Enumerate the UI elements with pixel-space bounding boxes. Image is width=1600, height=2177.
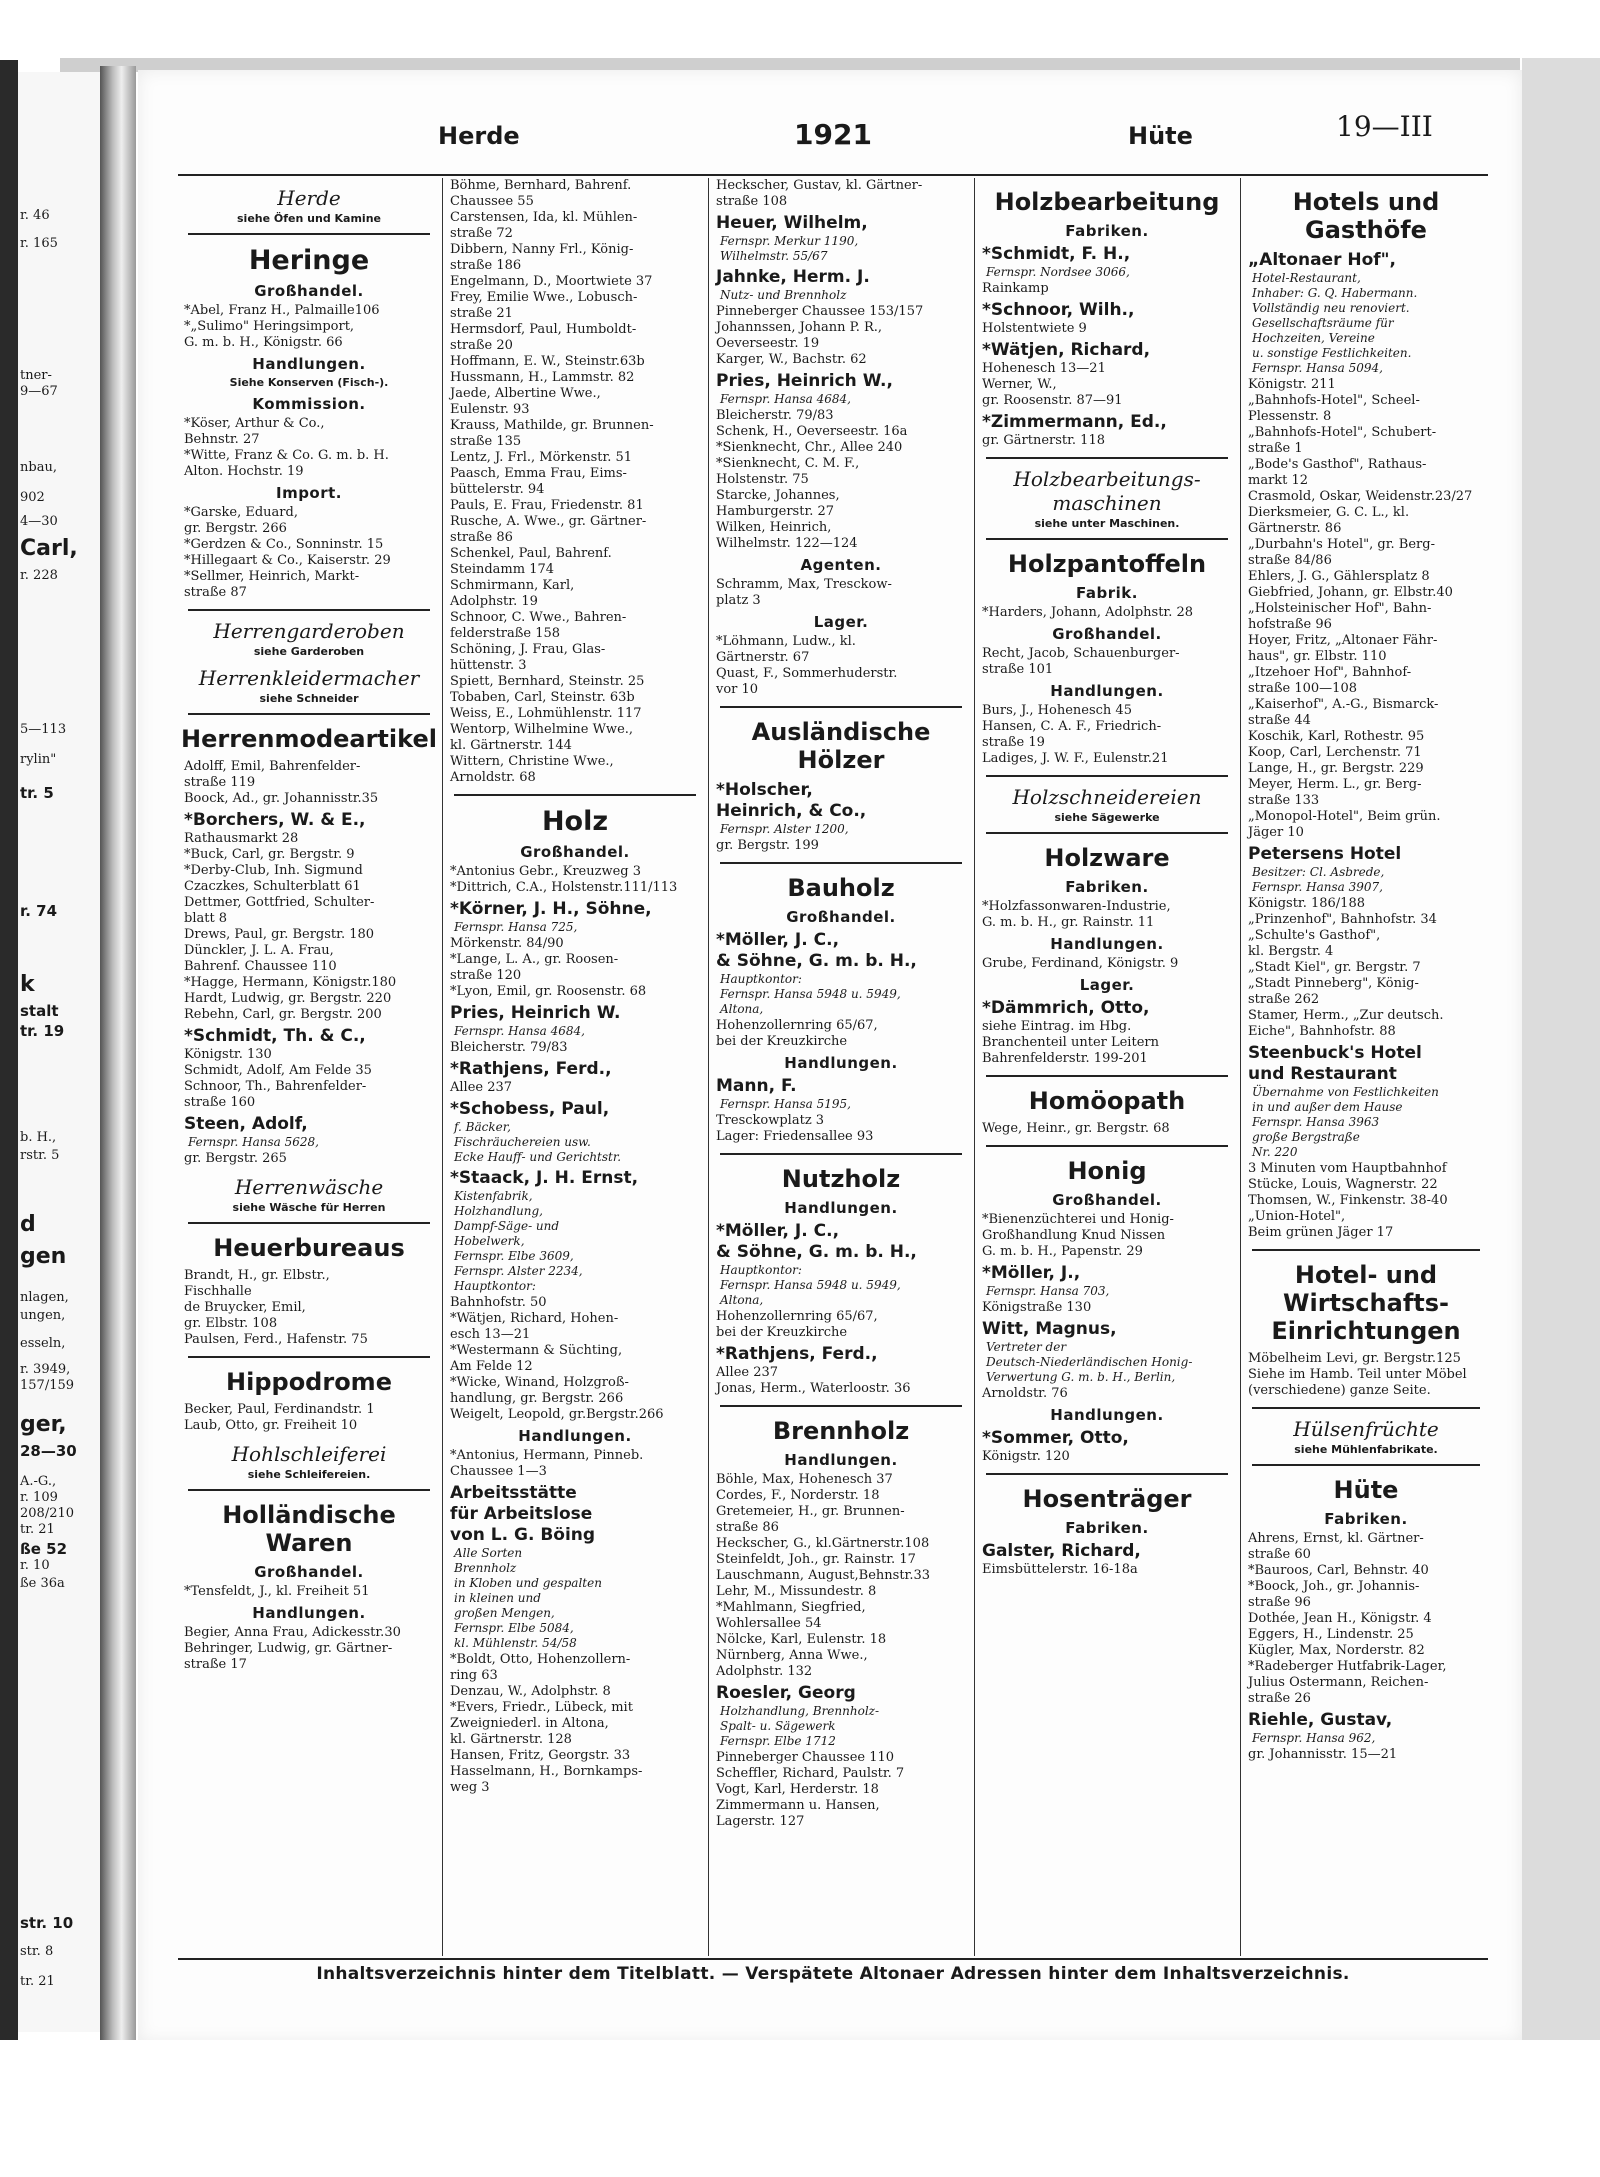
listing-entry: gr. Bergstr. 265 (184, 1151, 287, 1166)
subcategory-heading: Fabrik. (1076, 584, 1138, 602)
featured-listing-name: Jahnke, Herm. J. (716, 267, 870, 287)
featured-listing-name: *Borchers, W. & E., (184, 810, 366, 830)
adjacent-page-text: tr. 19 (20, 1022, 65, 1040)
listing-entry: *Harders, Johann, Adolphstr. 28 (982, 605, 1194, 620)
subcategory-heading: Agenten. (800, 556, 882, 574)
category-heading: Hosenträger (1022, 1485, 1192, 1513)
subcategory-heading: Fabriken. (1065, 1519, 1149, 1537)
adjacent-page-text: gen (20, 1244, 67, 1269)
scan-margin-bottom (0, 2040, 1600, 2177)
subcategory-heading: Import. (275, 484, 343, 502)
subcategory-heading: Handlungen. (518, 1427, 632, 1445)
adjacent-page-text: r. 10 (20, 1558, 50, 1573)
listing-entry: Recht, Jacob, Schauenburger- straße 101 (982, 646, 1180, 677)
listing-entry: Begier, Anna Frau, Adickesstr.30 Behringer, Ludwig, gr. Gärtner- straße 17 (184, 1625, 401, 1672)
category-heading: Holz (541, 806, 609, 837)
category-heading: Honig (1067, 1157, 1147, 1185)
featured-listing-name: *Möller, J., (982, 1263, 1081, 1283)
featured-listing-name: *Zimmermann, Ed., (982, 412, 1167, 432)
adjacent-page-text: str. 8 (20, 1944, 54, 1959)
listing-entry: Tresckowplatz 3 Lager: Friedensallee 93 (716, 1113, 874, 1144)
section-rule (986, 1473, 1228, 1475)
category-heading: Hotel- und Wirtschafts- Einrichtungen (1271, 1261, 1461, 1345)
adjacent-page-text: 5—113 (20, 722, 67, 737)
running-head-year: 1921 (794, 118, 872, 151)
section-rule (720, 1153, 962, 1155)
section-rule (986, 1145, 1228, 1147)
section-rule (1252, 1464, 1480, 1466)
listing-entry: *Tensfeldt, J., kl. Freiheit 51 (184, 1584, 370, 1599)
listing-detail: Fernspr. Hansa 5195, (720, 1097, 851, 1111)
featured-listing-name: „Altonaer Hof", (1248, 250, 1396, 270)
adjacent-page-text: r. 109 (20, 1490, 58, 1505)
section-rule (720, 706, 962, 708)
listing-entry: Eimsbüttelerstr. 16-18a (982, 1562, 1138, 1577)
category-heading: Holzware (1044, 844, 1170, 872)
featured-listing-name: Steenbuck's Hotel und Restaurant (1248, 1043, 1422, 1084)
listing-entry: *Boldt, Otto, Hohenzollern- ring 63 Denzau, W., Adolphstr. 8 *Evers, Friedr., Lübeck, mit Zweigniederl. in Altona, kl. Gärtnerstr. 128 Hansen, Fritz, Georgstr. 33 Hasselmann, H., Bornkamps- weg 3 (450, 1652, 643, 1795)
adjacent-page-text: ße 36a (20, 1576, 65, 1591)
cross-reference-note: siehe Öfen und Kamine (237, 212, 381, 225)
adjacent-page-text: Carl, (20, 536, 78, 561)
listing-entry: Königstr. 120 (982, 1449, 1070, 1464)
subcategory-heading: Großhandel. (786, 908, 896, 926)
listing-detail: Fernspr. Merkur 1190, Wilhelmstr. 55/67 (720, 234, 859, 263)
cross-reference-heading: Hülsenfrüchte (1293, 1417, 1439, 1441)
adjacent-page-text: r. 46 (20, 208, 50, 223)
adjacent-page-text: r. 74 (20, 902, 58, 920)
featured-listing-name: *Schobess, Paul, (450, 1099, 610, 1119)
adjacent-page-text: ger, (20, 1412, 67, 1437)
subcategory-heading: Großhandel. (1052, 1191, 1162, 1209)
featured-listing-name: Pries, Heinrich W., (716, 371, 893, 391)
subcategory-heading: Handlungen. (784, 1199, 898, 1217)
listing-entry: Bahnhofstr. 50 *Wätjen, Richard, Hohen- esch 13—21 *Westermann & Süchting, Am Felde 12 *Wicke, Winand, Holzgroß- handlung, gr. Bergstr. 266 Weigelt, Leopold, gr.Bergstr.266 (450, 1295, 664, 1422)
adjacent-page-text: rylin" (20, 752, 57, 767)
adjacent-page-text: 28—30 (20, 1442, 77, 1460)
category-heading: Heuerbureaus (213, 1234, 405, 1262)
listing-entry: Mörkenstr. 84/90 *Lange, L. A., gr. Roosen- straße 120 *Lyon, Emil, gr. Roosenstr. 68 (450, 936, 647, 999)
column-1 (178, 178, 440, 1956)
featured-listing-name: *Dämmrich, Otto, (982, 998, 1150, 1018)
subcategory-heading: Fabriken. (1065, 878, 1149, 896)
category-heading: Ausländische Hölzer (751, 718, 931, 774)
adjacent-page-text: ße 52 (20, 1540, 68, 1558)
section-rule (986, 457, 1228, 459)
directory-page (138, 70, 1522, 2042)
adjacent-page-text: b. H., (20, 1130, 57, 1145)
listing-entry: Heckscher, Gustav, kl. Gärtner- straße 108 (716, 178, 923, 209)
featured-listing-name: *Staack, J. H. Ernst, (450, 1168, 639, 1188)
featured-listing-name: Arbeitsstätte für Arbeitslose von L. G. Böing (450, 1483, 596, 1545)
listing-entry: Königstr. 130 Schmidt, Adolf, Am Felde 35 Schnoor, Th., Bahrenfelder- straße 160 (184, 1047, 372, 1110)
scan-edge-left (0, 60, 18, 2177)
adjacent-page-text: 157/159 (20, 1378, 75, 1393)
listing-entry: Brandt, H., gr. Elbstr., Fischhalle de Bruycker, Emil, gr. Elbstr. 108 Paulsen, Ferd., Hafenstr. 75 (184, 1268, 368, 1347)
category-heading: Nutzholz (781, 1165, 901, 1193)
category-heading: Heringe (248, 245, 370, 276)
section-rule (986, 1075, 1228, 1077)
listing-entry: *Antonius, Hermann, Pinneb. Chaussee 1—3 (450, 1448, 644, 1479)
subcategory-heading: Handlungen. (1050, 1406, 1164, 1424)
listing-entry: gr. Bergstr. 199 (716, 838, 819, 853)
adjacent-page-text: tner- (20, 368, 52, 383)
featured-listing-name: Pries, Heinrich W. (450, 1003, 621, 1023)
listing-entry: Pinneberger Chaussee 110 Scheffler, Richard, Paulstr. 7 Vogt, Karl, Herderstr. 18 Zimmermann u. Hansen, Lagerstr. 127 (716, 1750, 905, 1829)
listing-detail: Hotel-Restaurant, Inhaber: G. Q. Habermann. Vollständig neu renoviert. Gesellschaftsräume für Hochzeiten, Vereine u. sonstige Festlichkeiten. Fernspr. Hansa 5094, (1252, 271, 1418, 375)
section-rule (986, 775, 1228, 777)
subcategory-heading: Großhandel. (254, 1563, 364, 1581)
listing-entry: Holstentwiete 9 (982, 321, 1087, 336)
listing-entry: Hohenzollernring 65/67, bei der Kreuzkirche (716, 1018, 878, 1049)
listing-entry: Allee 237 (450, 1080, 513, 1095)
listing-detail: Hauptkontor: Fernspr. Hansa 5948 u. 5949, Altona, (720, 972, 901, 1016)
listing-entry: Grube, Ferdinand, Königstr. 9 (982, 956, 1179, 971)
listing-entry: Arnoldstr. 76 (982, 1386, 1068, 1401)
featured-listing-name: *Schnoor, Wilh., (982, 300, 1135, 320)
adjacent-page-text: tr. 21 (20, 1974, 55, 1989)
running-head-right: Hüte (1128, 122, 1193, 150)
adjacent-page-text: tr. 5 (20, 784, 54, 802)
column-5 (1242, 178, 1490, 1956)
cross-reference-note: siehe Garderoben (253, 645, 365, 658)
featured-listing-name: Riehle, Gustav, (1248, 1710, 1393, 1730)
cross-reference-heading: Herrengarderoben (213, 619, 405, 643)
listing-entry: Königstr. 211 „Bahnhofs-Hotel", Scheel- Plessenstr. 8 „Bahnhofs-Hotel", Schubert- straße 1 „Bode's Gasthof", Rathaus- markt 12 Crasmold, Oskar, Weidenstr.23/27 Dierksmeier, G. C. L., kl. Gärtnerstr. 86 „Durbahn's Hotel", gr. Berg- straße 84/86 Ehlers, J. G., Gählersplatz 8 Giebfried, Johann, gr. Elbstr.40 „Holsteinischer Hof", Bahn- hofstraße 96 Hoyer, Fritz, „Altonaer Fähr- haus", gr. Elbstr. 110 „Itzehoer Hof", Bahnhof- straße 100—108 „Kaiserhof", A.-G., Bismarck- straße 44 Koschik, Karl, Rothestr. 95 Koop, Carl, Lerchenstr. 71 Lange, H., gr. Bergstr. 229 Meyer, Herm. L., gr. Berg- straße 133 „Monopol-Hotel", Beim grün. Jäger 10 (1248, 377, 1473, 840)
listing-detail: Fernspr. Hansa 725, (454, 920, 578, 934)
running-head-left: Herde (438, 122, 520, 150)
column-2 (444, 178, 706, 1956)
adjacent-page-text: k (20, 972, 35, 997)
subcategory-heading: Lager. (1079, 976, 1135, 994)
adjacent-page-text: d (20, 1212, 36, 1237)
subcategory-heading: Großhandel. (1052, 625, 1162, 643)
featured-listing-name: Witt, Magnus, (982, 1319, 1117, 1339)
listing-entry: 3 Minuten vom Hauptbahnhof Stücke, Louis, Wagnerstr. 22 Thomsen, W., Finkenstr. 38-40 „Union-Hotel", Beim grünen Jäger 17 (1248, 1161, 1448, 1240)
listing-entry: Burs, J., Hohenesch 45 Hansen, C. A. F., Friedrich- straße 19 Ladiges, J. W. F., Eulenstr.21 (982, 703, 1169, 766)
column-divider (1240, 178, 1241, 1956)
adjacent-page-text: 902 (20, 490, 45, 505)
category-heading: Holzpantoffeln (1007, 550, 1207, 578)
page-number: 19—III (1336, 110, 1433, 143)
adjacent-page-text: stalt (20, 1002, 59, 1020)
cross-reference-note: siehe Mühlenfabrikate. (1294, 1443, 1438, 1456)
listing-detail: Besitzer: Cl. Asbrede, Fernspr. Hansa 3907, (1252, 865, 1385, 894)
listing-entry: gr. Johannisstr. 15—21 (1248, 1747, 1398, 1762)
listing-entry: *Antonius Gebr., Kreuzweg 3 *Dittrich, C.A., Holstenstr.111/113 (450, 864, 678, 895)
listing-entry: Bleicherstr. 79/83 Schenk, H., Oeverseestr. 16a *Sienknecht, Chr., Allee 240 *Sienknecht, C. M. F., Holstenstr. 75 Starcke, Johannes, Hamburgerstr. 27 Wilken, Heinrich, Wilhelmstr. 122—124 (716, 408, 908, 551)
section-rule (986, 832, 1228, 834)
listing-detail: f. Bäcker, Fischräuchereien usw. Ecke Hauff- und Gerichtstr. (454, 1120, 622, 1164)
adjacent-page-text: ungen, (20, 1308, 66, 1323)
cross-reference-heading: Herrenkleidermacher (198, 666, 420, 690)
listing-detail: Fernspr. Hansa 962, (1252, 1731, 1376, 1745)
subcategory-heading: Fabriken. (1065, 222, 1149, 240)
listing-detail: Fernspr. Nordsee 3066, (986, 265, 1130, 279)
listing-detail: Fernspr. Hansa 703, (986, 1284, 1110, 1298)
featured-listing-name: *Holscher, Heinrich, & Co., (716, 780, 867, 821)
listing-entry: Böhle, Max, Hohenesch 37 Cordes, F., Norderstr. 18 Gretemeier, H., gr. Brunnen- straße 86 Heckscher, G., kl.Gärtnerstr.108 Steinfeldt, Joh., gr. Rainstr. 17 Lauschmann, August,Behnstr.33 Lehr, M., Missundestr. 8 *Mahlmann, Siegfried, Wohlersallee 54 Nölcke, Karl, Eulenstr. 18 Nürnberg, Anna Wwe., Adolphstr. 132 (716, 1472, 930, 1679)
section-rule (1252, 1407, 1480, 1409)
scan-edge-right (1522, 58, 1600, 2177)
listing-detail: Fernspr. Hansa 4684, (454, 1024, 585, 1038)
listing-entry: Becker, Paul, Ferdinandstr. 1 Laub, Otto, gr. Freiheit 10 (184, 1402, 375, 1433)
column-divider (708, 178, 709, 1956)
column-4 (976, 178, 1238, 1956)
featured-listing-name: Steen, Adolf, (184, 1114, 308, 1134)
listing-entry: Schramm, Max, Tresckow- platz 3 (716, 577, 892, 608)
listing-entry: Königstraße 130 (982, 1300, 1092, 1315)
section-rule (454, 794, 696, 796)
listing-entry: *Köser, Arthur & Co., Behnstr. 27 *Witte, Franz & Co. G. m. b. H. Alton. Hochstr. 19 (184, 416, 389, 479)
adjacent-page-text: rstr. 5 (20, 1148, 60, 1163)
listing-entry: Allee 237 Jonas, Herm., Waterloostr. 36 (716, 1365, 911, 1396)
section-rule (720, 862, 962, 864)
listing-entry: *Bienenzüchterei und Honig- Großhandlung Knud Nissen G. m. b. H., Papenstr. 29 (982, 1212, 1174, 1259)
listing-detail: Hauptkontor: Fernspr. Hansa 5948 u. 5949, Altona, (720, 1263, 901, 1307)
subcategory-heading: Großhandel. (254, 282, 364, 300)
listing-detail: Alle Sorten Brennholz in Kloben und gespalten in kleinen und großen Mengen, Fernspr. Elbe 5084, kl. Mühlenstr. 54/58 (454, 1546, 602, 1650)
listing-detail: Übernahme von Festlichkeiten in und außer dem Hause Fernspr. Hansa 3963 große Bergstraße Nr. 220 (1252, 1085, 1439, 1159)
featured-listing-name: Galster, Richard, (982, 1541, 1141, 1561)
cross-reference-note: siehe unter Maschinen. (1034, 517, 1180, 530)
adjacent-page-fragment (18, 72, 100, 2032)
listing-entry: Hohenesch 13—21 Werner, W., gr. Roosenstr. 87—91 (982, 361, 1123, 408)
listing-detail: Fernspr. Alster 1200, (720, 822, 849, 836)
cross-reference-heading: Herrenwäsche (234, 1175, 384, 1199)
listing-entry: Königstr. 186/188 „Prinzenhof", Bahnhofstr. 34 „Schulte's Gasthof", kl. Bergstr. 4 „Stadt Kiel", gr. Bergstr. 7 „Stadt Pinneberg", König- straße 262 Stamer, Herm., „Zur deutsch. Eiche", Bahnhofstr. 88 (1248, 896, 1444, 1039)
listing-entry: *Garske, Eduard, gr. Bergstr. 266 *Gerdzen & Co., Sonninstr. 15 *Hillegaart & Co., Kaiserstr. 29 *Sellmer, Heinrich, Markt- straße 87 (184, 505, 391, 600)
footer-rule (178, 1958, 1488, 1960)
cross-reference-note: Siehe Konserven (Fisch-). (229, 376, 389, 389)
listing-entry: Wege, Heinr., gr. Bergstr. 68 (982, 1121, 1170, 1136)
adjacent-page-text: A.-G., (20, 1474, 57, 1489)
listing-detail: Vertreter der Deutsch-Niederländischen Honig- Verwertung G. m. b. H., Berlin, (986, 1340, 1193, 1384)
listing-detail: Nutz- und Brennholz (720, 288, 847, 302)
featured-listing-name: *Sommer, Otto, (982, 1428, 1129, 1448)
featured-listing-name: *Rathjens, Ferd., (716, 1344, 878, 1364)
book-spine-gutter (100, 66, 136, 2177)
subcategory-heading: Handlungen. (252, 1604, 366, 1622)
header-rule (178, 174, 1488, 176)
listing-entry: Hohenzollernring 65/67, bei der Kreuzkirche (716, 1309, 878, 1340)
category-heading: Holländische Waren (222, 1501, 396, 1557)
cross-reference-heading: Holzschneidereien (1012, 785, 1202, 809)
footer-note: Inhaltsverzeichnis hinter dem Titelblatt. — Verspätete Altonaer Adressen hinter dem Inhaltsverzeichnis. (316, 1964, 1350, 1984)
subcategory-heading: Großhandel. (520, 843, 630, 861)
listing-entry: Ahrens, Ernst, kl. Gärtner- straße 60 *Bauroos, Carl, Behnstr. 40 *Boock, Joh., gr. Johannis- straße 96 Dothée, Jean H., Königstr. 4 Eggers, H., Lindenstr. 25 Kügler, Max, Norderstr. 82 *Radeberger Hutfabrik-Lager, Julius Ostermann, Reichen- straße 26 (1248, 1531, 1447, 1706)
section-rule (986, 538, 1228, 540)
category-heading: Hippodrome (226, 1368, 392, 1396)
column-3 (710, 178, 972, 1956)
category-heading: Homöopath (1028, 1087, 1186, 1115)
adjacent-page-text: r. 228 (20, 568, 58, 583)
featured-listing-name: *Rathjens, Ferd., (450, 1059, 612, 1079)
cross-reference-heading: Hohlschleiferei (231, 1442, 387, 1466)
listing-entry: Rainkamp (982, 281, 1049, 296)
listing-entry: Pinneberger Chaussee 153/157 Johannssen, Johann P. R., Oeverseestr. 19 Karger, W., Bachstr. 62 (716, 304, 924, 367)
adjacent-page-text: r. 165 (20, 236, 58, 251)
section-rule (188, 609, 430, 611)
subcategory-heading: Handlungen. (784, 1451, 898, 1469)
listing-entry: siehe Eintrag. im Hbg. Branchenteil unter Leitern Bahrenfelderstr. 199-201 (982, 1019, 1159, 1066)
category-heading: Bauholz (787, 874, 895, 902)
featured-listing-name: *Körner, J. H., Söhne, (450, 899, 652, 919)
featured-listing-name: *Möller, J. C., & Söhne, G. m. b. H., (716, 1221, 917, 1262)
adjacent-page-text: tr. 21 (20, 1522, 55, 1537)
featured-listing-name: Petersens Hotel (1248, 844, 1402, 864)
subcategory-heading: Handlungen. (252, 355, 366, 373)
featured-listing-name: Roesler, Georg (716, 1683, 856, 1703)
listing-entry: gr. Gärtnerstr. 118 (982, 433, 1105, 448)
cross-reference-note: siehe Schneider (259, 692, 359, 705)
category-heading: Hüte (1333, 1476, 1399, 1504)
listing-entry: Bleicherstr. 79/83 (450, 1040, 568, 1055)
section-rule (188, 1222, 430, 1224)
cross-reference-heading: Herde (277, 186, 341, 210)
section-rule (188, 1356, 430, 1358)
subcategory-heading: Handlungen. (1050, 935, 1164, 953)
section-rule (720, 1405, 962, 1407)
listing-detail: Fernspr. Hansa 4684, (720, 392, 851, 406)
category-heading: Hotels und Gasthöfe (1292, 188, 1440, 244)
listing-entry: Rathausmarkt 28 *Buck, Carl, gr. Bergstr. 9 *Derby-Club, Inh. Sigmund Czaczkes, Schulterblatt 61 Dettmer, Gottfried, Schulter- blatt 8 Drews, Paul, gr. Bergstr. 180 Dünckler, J. L. A. Frau, Bahrenf. Chaussee 110 *Hagge, Hermann, Königstr.180 Hardt, Ludwig, gr. Bergstr. 220 Rebehn, Carl, gr. Bergstr. 200 (184, 831, 397, 1022)
listing-entry: Möbelheim Levi, gr. Bergstr.125 Siehe im Hamb. Teil unter Möbel (verschiedene) ganze Seite. (1248, 1351, 1467, 1398)
subcategory-heading: Kommission. (252, 395, 366, 413)
category-heading: Holzbearbeitung (994, 188, 1220, 216)
cross-reference-note: siehe Wäsche für Herren (232, 1201, 386, 1214)
featured-listing-name: Mann, F. (716, 1076, 797, 1096)
subcategory-heading: Fabriken. (1324, 1510, 1408, 1528)
category-heading: Herrenmodeartikel (181, 725, 437, 753)
featured-listing-name: *Schmidt, Th. & C., (184, 1026, 366, 1046)
featured-listing-name: *Möller, J. C., & Söhne, G. m. b. H., (716, 930, 917, 971)
adjacent-page-text: str. 10 (20, 1914, 74, 1932)
subcategory-heading: Handlungen. (1050, 682, 1164, 700)
featured-listing-name: Heuer, Wilhelm, (716, 213, 868, 233)
scan-margin-top (0, 0, 1600, 62)
cross-reference-note: siehe Schleifereien. (247, 1468, 371, 1481)
adjacent-page-text: 4—30 (20, 514, 58, 529)
section-rule (188, 233, 430, 235)
column-divider (442, 178, 443, 1956)
listing-entry: Adolff, Emil, Bahrenfelder- straße 119 Boock, Ad., gr. Johannisstr.35 (184, 759, 379, 806)
section-rule (1252, 1249, 1480, 1251)
adjacent-page-text: nlagen, (20, 1290, 69, 1305)
adjacent-page-text: r. 3949, (20, 1362, 71, 1377)
section-rule (188, 1489, 430, 1491)
listing-detail: Kistenfabrik, Holzhandlung, Dampf-Säge- und Hobelwerk, Fernspr. Elbe 3609, Fernspr. Alster 2234, Hauptkontor: (454, 1189, 583, 1293)
listing-detail: Fernspr. Hansa 5628, (188, 1135, 319, 1149)
adjacent-page-text: nbau, (20, 460, 57, 475)
listing-entry: *Löhmann, Ludw., kl. Gärtnerstr. 67 Quast, F., Sommerhuderstr. vor 10 (716, 634, 898, 697)
subcategory-heading: Lager. (813, 613, 869, 631)
subcategory-heading: Handlungen. (784, 1054, 898, 1072)
category-heading: Brennholz (772, 1417, 910, 1445)
listing-detail: Holzhandlung, Brennholz- Spalt- u. Sägewerk Fernspr. Elbe 1712 (720, 1704, 880, 1748)
section-rule (188, 713, 430, 715)
listing-entry: Böhme, Bernhard, Bahrenf. Chaussee 55 Carstensen, Ida, kl. Mühlen- straße 72 Dibbern, Nanny Frl., König- straße 186 Engelmann, D., Moortwiete 37 Frey, Emilie Wwe., Lobusch- straße 21 Hermsdorf, Paul, Humboldt- straße 20 Hoffmann, E. W., Steinstr.63b Hussmann, H., Lammstr. 82 Jaede, Albertine Wwe., Eulenstr. 93 Krauss, Mathilde, gr. Brunnen- straße 135 Lentz, J. Frl., Mörkenstr. 51 Paasch, Emma Frau, Eims- büttelerstr. 94 Pauls, E. Frau, Friedenstr. 81 Rusche, A. Wwe., gr. Gärtner- straße 86 Schenkel, Paul, Bahrenf. Steindamm 174 Schmirmann, Karl, Adolphstr. 19 Schnoor, C. Wwe., Bahren- felderstraße 158 Schöning, J. Frau, Glas- hüttenstr. 3 Spiett, Bernhard, Steinstr. 25 Tobaben, Carl, Steinstr. 63b Weiss, E., Lohmühlenstr. 117 Wentorp, Wilhelmine Wwe., kl. Gärtnerstr. 144 Wittern, Christine Wwe., Arnoldstr. 68 (450, 178, 654, 785)
cross-reference-note: siehe Sägewerke (1054, 811, 1160, 824)
listing-entry: *Abel, Franz H., Palmaille106 *„Sulimo" Heringsimport, G. m. b. H., Königstr. 66 (184, 303, 380, 350)
cross-reference-heading: Holzbearbeitungs- maschinen (1013, 467, 1201, 515)
listing-entry: *Holzfassonwaren-Industrie, G. m. b. H., gr. Rainstr. 11 (982, 899, 1171, 930)
adjacent-page-text: 9—67 (20, 384, 58, 399)
adjacent-page-text: esseln, (20, 1336, 66, 1351)
adjacent-page-text: 208/210 (20, 1506, 75, 1521)
column-divider (974, 178, 975, 1956)
featured-listing-name: *Wätjen, Richard, (982, 340, 1151, 360)
featured-listing-name: *Schmidt, F. H., (982, 244, 1131, 264)
